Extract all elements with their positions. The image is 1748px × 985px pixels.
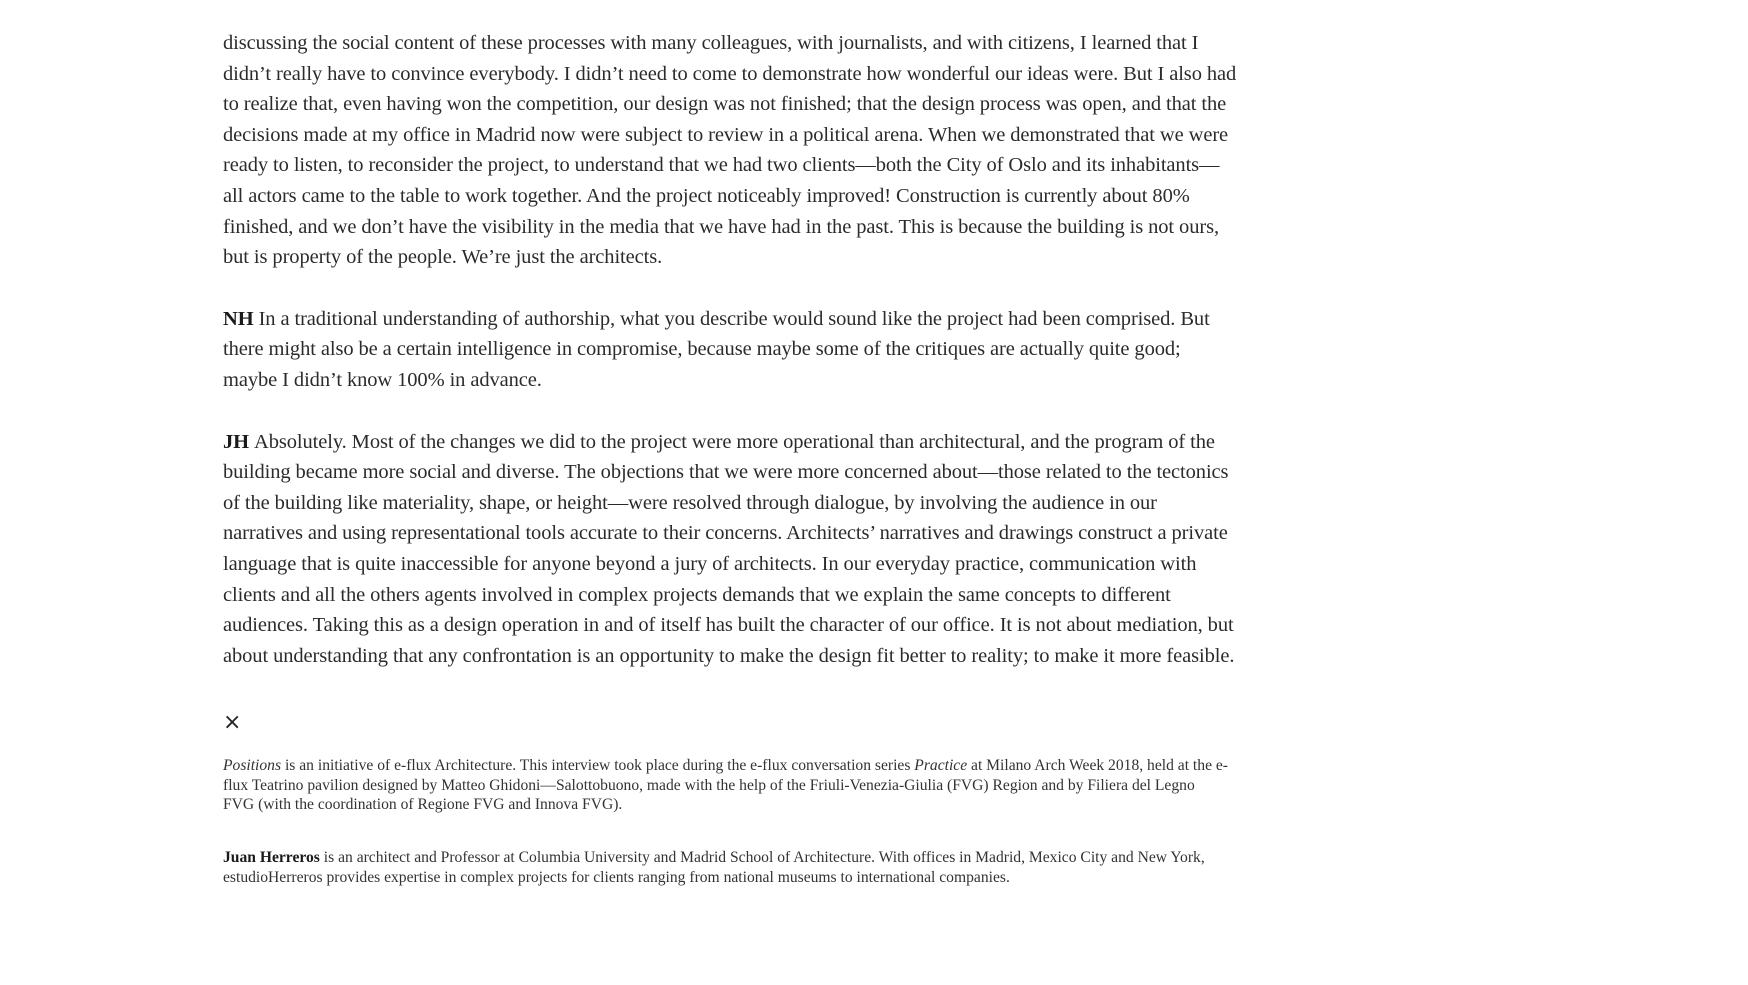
footnote-text: is an initiative of e-flux Architecture. This interview took place during the e-flux conversation series [281,757,915,775]
close-icon[interactable]: × [223,710,242,736]
footnote [223,756,1228,815]
article-body [223,28,1238,920]
paragraph-text: Absolutely. Most of the changes we did to the project were more operational than architectural, and the program of the building became more social and diverse. The objections that we were more concerned about—those related to the tectonics of the building like materiality, shape, or height—were resolved through dialogue, by involving the audience in our narratives and using representational tools accurate to their concerns. Architects’ narratives and drawings construct a private language that is quite inaccessible for anyone beyond a jury of architects. In our everyday practice, communication with clients and all the others agents involved in complex projects demands that we explain the same concepts to different audiences. Taking this as a design operation in and of itself has built the character of our office. It is not about mediation, but about understanding that any confrontation is an opportunity to make the design fit better to reality; to make it more feasible. [223,430,1235,667]
author-name: Juan Herreros [223,849,320,867]
paragraph-text: In a traditional understanding of authorship, what you describe would sound like the project had been comprised. But there might also be a certain intelligence in compromise, because maybe some of the critiques are actually quite good; maybe I didn’t know 100% in advance. [223,307,1210,391]
speaker-initials: NH [223,307,254,330]
author-bio [223,848,1228,887]
positions-title: Positions [223,757,282,775]
practice-title: Practice [914,757,968,775]
interview-paragraph [223,304,1238,396]
bio-text: is an architect and Professor at Columbia University and Madrid School of Architecture. With offices in Madrid, Mexico City and New York, estudioHerreros provides expertise in complex projects for clients ranging from national museums to international companies. [223,849,1205,886]
footnote-text: at Milano Arch Week 2018, held at the e-flux Teatrino pavilion designed by Matteo Ghidoni—Salottobuono, made with the help of the Friuli-Venezia-Giulia (FVG) Region and by Filiera del Legno FVG (with the coordination of Regione FVG and Innova FVG). [223,757,1228,814]
speaker-initials: JH [223,430,249,453]
interview-paragraph [223,28,1238,273]
interview-paragraph [223,427,1238,672]
paragraph-text: discussing the social content of these processes with many colleagues, with journalists, and with citizens, I learned that I didn’t really have to convince everybody. I didn’t need to come to demonstrate how wonderful our ideas were. But I also had to realize that, even having won the competition, our design was not finished; that the design process was open, and that the decisions made at my office in Madrid now were subject to review in a political arena. When we demonstrated that we were ready to listen, to reconsider the project, to understand that we had two clients—both the City of Oslo and its inhabitants—all actors came to the table to work together. And the project noticeably improved! Construction is currently about 80% finished, and we don’t have the visibility in the media that we have had in the past. This is because the building is not ours, but is property of the people. We’re just the architects. [223,32,1237,269]
